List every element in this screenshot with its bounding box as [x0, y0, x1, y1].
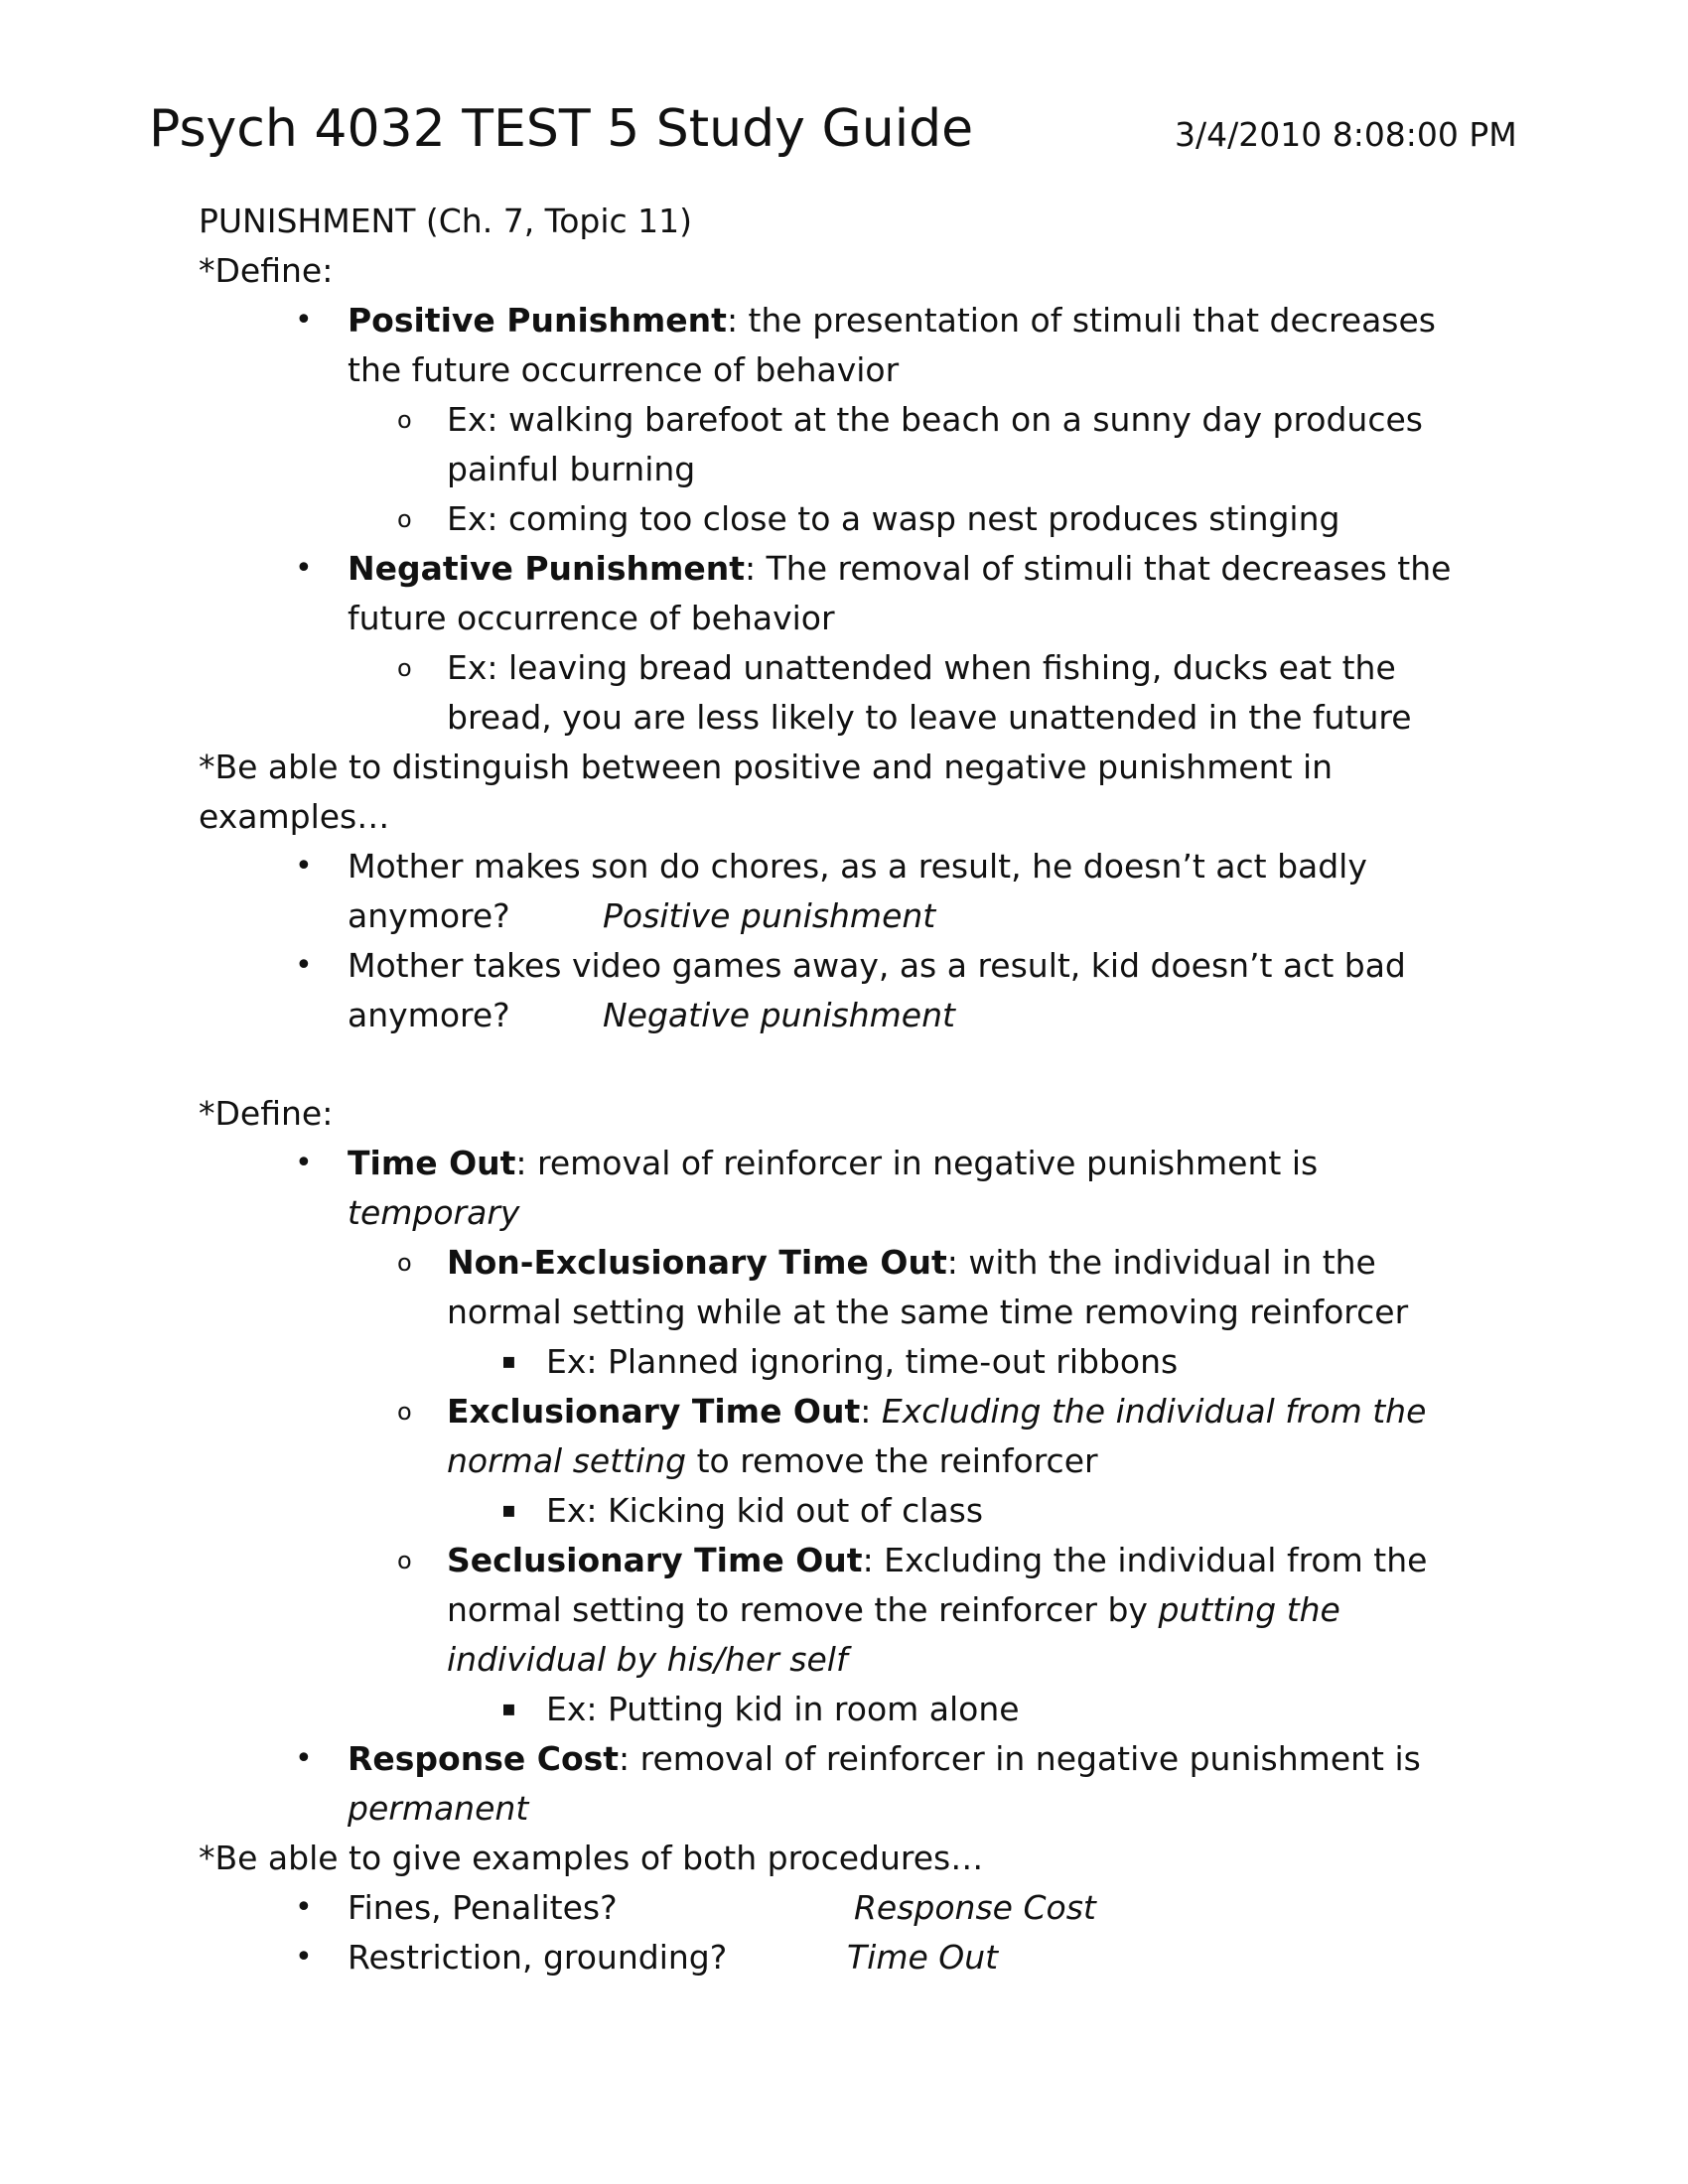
example-continuation: painful burning — [447, 450, 696, 488]
bullet-marker: • — [295, 1890, 313, 1925]
emphasis-text: temporary — [348, 1193, 520, 1232]
define-label: *Define: — [199, 1094, 334, 1133]
question-text: Restriction, grounding? — [348, 1938, 728, 1977]
term: Response Cost — [348, 1739, 620, 1778]
definition-text: to remove the reinforcer — [686, 1441, 1098, 1480]
definition-continuation — [348, 1188, 519, 1238]
square-marker: ▪ — [501, 1349, 516, 1374]
definition-continuation: the future occurrence of behavior — [348, 350, 900, 389]
answer-text: Negative punishment — [603, 996, 955, 1034]
definition-continuation — [348, 1784, 528, 1834]
example-text: Ex: walking barefoot at the beach on a sunny day produces — [447, 400, 1423, 439]
question-text: Mother takes video games away, as a result, kid doesn’t act bad — [348, 946, 1406, 985]
definition-text: : the presentation of stimuli that decreases — [726, 301, 1436, 340]
answer-text: Response Cost — [854, 1888, 1096, 1927]
emphasis-text: Excluding the individual from the — [881, 1392, 1427, 1431]
term: Seclusionary Time Out — [447, 1541, 863, 1579]
define-label: *Define: — [199, 251, 334, 290]
emphasis-text: normal setting — [447, 1441, 687, 1480]
response-cost-definition — [348, 1734, 1421, 1784]
positive-punishment-definition — [348, 296, 1436, 345]
bullet-marker: • — [295, 1741, 313, 1776]
definition-text: : with the individual in the — [946, 1243, 1376, 1282]
term: Time Out — [348, 1144, 516, 1182]
example-text: Ex: Putting kid in room alone — [546, 1690, 1020, 1728]
term: Exclusionary Time Out — [447, 1392, 861, 1431]
document-datetime: 3/4/2010 8:08:00 PM — [1175, 115, 1517, 154]
definition-continuation — [447, 1436, 1098, 1486]
circle-marker: o — [397, 1547, 412, 1574]
example-continuation: bread, you are less likely to leave unattended in the future — [447, 698, 1412, 737]
definition-continuation: future occurrence of behavior — [348, 599, 835, 637]
question-continuation: anymore? — [348, 896, 510, 935]
example-text: Ex: Planned ignoring, time-out ribbons — [546, 1342, 1179, 1381]
instruction-continuation: examples… — [199, 797, 390, 836]
definition-text: normal setting to remove the reinforcer by — [447, 1590, 1159, 1629]
emphasis-text: putting the — [1158, 1590, 1340, 1629]
answer-text: Positive punishment — [603, 896, 936, 935]
exclusionary-definition — [447, 1387, 1426, 1436]
circle-marker: o — [397, 505, 412, 533]
emphasis-text: individual by his/her self — [447, 1640, 848, 1679]
example-text: Ex: Kicking kid out of class — [546, 1491, 984, 1530]
circle-marker: o — [397, 406, 412, 434]
example-text: Ex: leaving bread unattended when fishing, ducks eat the — [447, 648, 1396, 687]
definition-continuation — [447, 1635, 848, 1685]
term: Positive Punishment — [348, 301, 727, 340]
negative-punishment-definition — [348, 544, 1451, 594]
term: Non-Exclusionary Time Out — [447, 1243, 947, 1282]
bullet-marker: • — [295, 303, 313, 338]
bullet-marker: • — [295, 849, 313, 884]
time-out-definition — [348, 1139, 1318, 1188]
definition-continuation: normal setting while at the same time removing reinforcer — [447, 1293, 1409, 1331]
definition-continuation — [447, 1585, 1340, 1635]
separator: : — [860, 1392, 882, 1431]
circle-marker: o — [397, 1398, 412, 1426]
definition-text: : Excluding the individual from the — [862, 1541, 1428, 1579]
bullet-marker: • — [295, 1146, 313, 1180]
square-marker: ▪ — [501, 1697, 516, 1721]
answer-text: Time Out — [847, 1938, 999, 1977]
definition-text: : removal of reinforcer in negative punishment is — [619, 1739, 1421, 1778]
page-title: Psych 4032 TEST 5 Study Guide — [149, 99, 974, 159]
instruction-text: *Be able to give examples of both procedures… — [199, 1839, 984, 1877]
question-text: Mother makes son do chores, as a result, he doesn’t act badly — [348, 847, 1367, 886]
bullet-marker: • — [295, 1940, 313, 1975]
square-marker: ▪ — [501, 1498, 516, 1523]
question-continuation: anymore? — [348, 996, 510, 1034]
emphasis-text: permanent — [348, 1789, 529, 1828]
definition-text: : The removal of stimuli that decreases the — [745, 549, 1452, 588]
term: Negative Punishment — [348, 549, 746, 588]
circle-marker: o — [397, 1249, 412, 1277]
example-text: Ex: coming too close to a wasp nest produces stinging — [447, 499, 1340, 538]
definition-text: : removal of reinforcer in negative punishment is — [515, 1144, 1319, 1182]
section-heading: PUNISHMENT (Ch. 7, Topic 11) — [199, 202, 693, 240]
seclusionary-definition — [447, 1536, 1427, 1585]
question-text: Fines, Penalites? — [348, 1888, 618, 1927]
non-exclusionary-definition — [447, 1238, 1376, 1288]
bullet-marker: • — [295, 948, 313, 983]
circle-marker: o — [397, 654, 412, 682]
bullet-marker: • — [295, 551, 313, 586]
instruction-text: *Be able to distinguish between positive and negative punishment in — [199, 748, 1334, 786]
